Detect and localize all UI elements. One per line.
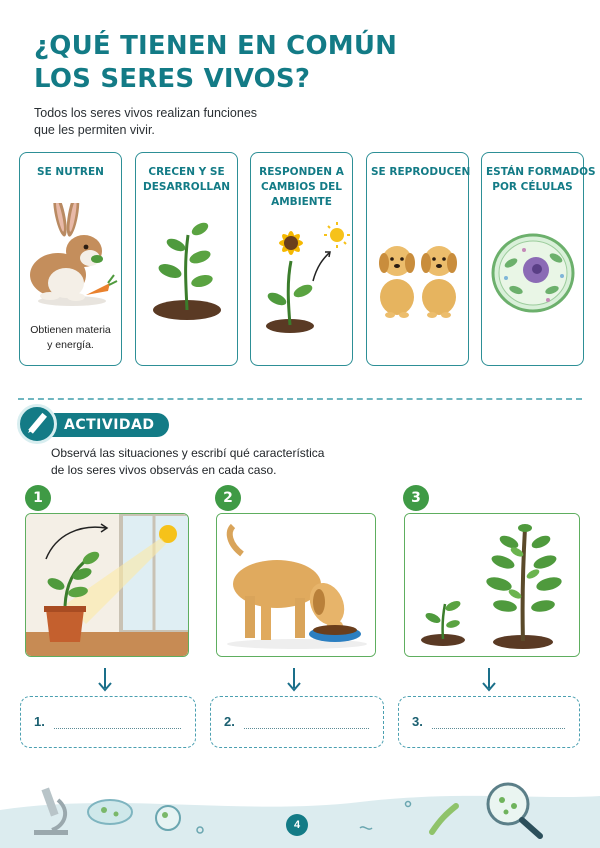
card-reproduction [366, 152, 469, 366]
card-title [24, 165, 117, 180]
answer-label: 1. [34, 714, 45, 729]
instruction-line: Observá las situaciones y escribí qué característica [51, 446, 325, 460]
card-title-line: POR CÉLULAS [492, 181, 573, 193]
plant-toward-window-light [26, 514, 189, 657]
section-divider [18, 398, 582, 400]
answer-label: 3. [412, 714, 423, 729]
answer-line[interactable] [244, 728, 369, 729]
card-title-line: AMBIENTE [271, 196, 332, 208]
footer-decoration [0, 770, 600, 848]
card-note [24, 323, 117, 353]
arrow-down-icon [286, 668, 302, 694]
answer-line[interactable] [432, 728, 565, 729]
situation-number-3: 3 [403, 485, 429, 511]
page-title-line-2: LOS SERES VIVOS? [34, 64, 311, 94]
situation-number-2: 2 [215, 485, 241, 511]
answer-field-3[interactable] [398, 696, 580, 748]
intro-line-1: Todos los seres vivos realizan funciones [34, 106, 258, 120]
answer-field-2[interactable] [210, 696, 384, 748]
puppies-icon [371, 235, 466, 320]
scene-dog-eating [216, 513, 376, 657]
instruction-line: de los seres vivos observás en cada caso. [51, 462, 277, 477]
answer-label: 2. [224, 714, 235, 729]
scene-plant-light [25, 513, 189, 657]
dog-eating-from-bowl [217, 514, 376, 657]
card-title [140, 165, 233, 195]
card-title-line: CAMBIOS DEL [261, 181, 342, 193]
answer-field-1[interactable] [20, 696, 196, 748]
card-title-line: CRECEN Y SE [148, 166, 225, 178]
page-number: 4 [286, 814, 308, 836]
sunflower-sun-icon [255, 221, 350, 336]
card-title [486, 165, 596, 195]
answer-line[interactable] [54, 728, 181, 729]
intro-text [34, 105, 334, 139]
pencil-icon [17, 404, 57, 444]
small-plant-and-grown-plant [405, 514, 580, 657]
card-note-line: y energía. [47, 339, 94, 351]
seedling-icon [140, 215, 235, 325]
page-title [34, 30, 397, 96]
card-nutrition [19, 152, 122, 366]
card-title [371, 165, 471, 180]
activity-instruction [51, 445, 381, 478]
card-title-line: RESPONDEN A [259, 166, 344, 178]
rabbit-eating-carrot-icon [24, 203, 119, 318]
card-response [250, 152, 353, 366]
scene-plant-growth [404, 513, 580, 657]
bacteria-icon [156, 806, 180, 830]
card-title-line: DESARROLLAN [143, 181, 230, 193]
card-title [255, 165, 348, 210]
card-title-line: SE REPRODUCEN [371, 166, 471, 178]
arrow-down-icon [481, 668, 497, 694]
card-note-line: Obtienen materia [30, 324, 111, 336]
petri-dish-icon [88, 800, 132, 824]
card-title-line: ESTÁN FORMADOS [486, 166, 596, 178]
card-cells [481, 152, 596, 366]
cell-icon [486, 228, 581, 318]
card-growth [135, 152, 238, 366]
page-title-line-1: ¿QUÉ TIENEN EN COMÚN [34, 31, 398, 61]
characteristics-cards [19, 152, 596, 366]
intro-line-2: que les permiten vivir. [34, 123, 155, 137]
card-title-line: SE NUTREN [37, 166, 104, 178]
activity-badge: ACTIVIDAD [50, 413, 169, 437]
arrow-down-icon [97, 668, 113, 694]
situation-number-1: 1 [25, 485, 51, 511]
